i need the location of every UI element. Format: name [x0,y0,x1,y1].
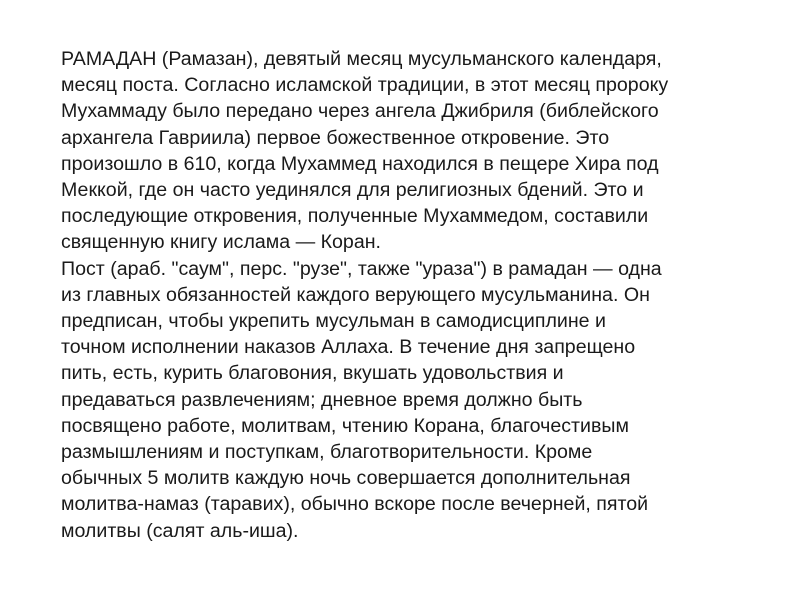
text-line: обычных 5 молитв каждую ночь совершается дополнительная [61,467,631,490]
text-line: произошло в 610, когда Мухаммед находился в пещере Хира под [61,152,659,175]
text-block [61,46,761,544]
text-line: РАМАДАН (Рамазан), девятый месяц мусульманского календаря, [61,48,662,70]
text-line: Мухаммаду было передано через ангела Джибриля (библейского [61,100,659,123]
text-line: Меккой, где он часто уединялся для религиозных бдений. Это и [61,179,644,202]
text-line: размышлениям и поступкам, благотворительности. Кроме [61,441,593,464]
paragraph-fasting [61,256,761,544]
text-line: архангела Гавриила) первое божественное откровение. Это [61,126,610,149]
text-line: молитвы (салят аль-иша). [61,519,299,542]
text-line: пить, есть, курить благовония, вкушать удовольствия и [61,362,564,385]
text-line: предаваться развлечениям; дневное время должно быть [61,388,583,411]
text-line: Пост (араб. "саум", перс. "рузе", также "ураза") в рамадан — одна [61,257,662,280]
paragraph-ramadan-definition [61,46,761,256]
text-line: из главных обязанностей каждого верующего мусульманина. Он [61,283,650,306]
text-line: последующие откровения, полученные Мухаммедом, составили [61,205,649,228]
text-line: священную книгу ислама — Коран. [61,231,381,254]
text-line: предписан, чтобы укрепить мусульман в самодисциплине и [61,310,606,333]
text-line: точном исполнении наказов Аллаха. В течение дня запрещено [61,336,636,359]
text-line: молитва-намаз (таравих), обычно вскоре после вечерней, пятой [61,493,649,516]
text-line: посвящено работе, молитвам, чтению Корана, благочестивым [61,414,629,437]
text-line: месяц поста. Согласно исламской традиции, в этот месяц пророку [61,74,669,97]
